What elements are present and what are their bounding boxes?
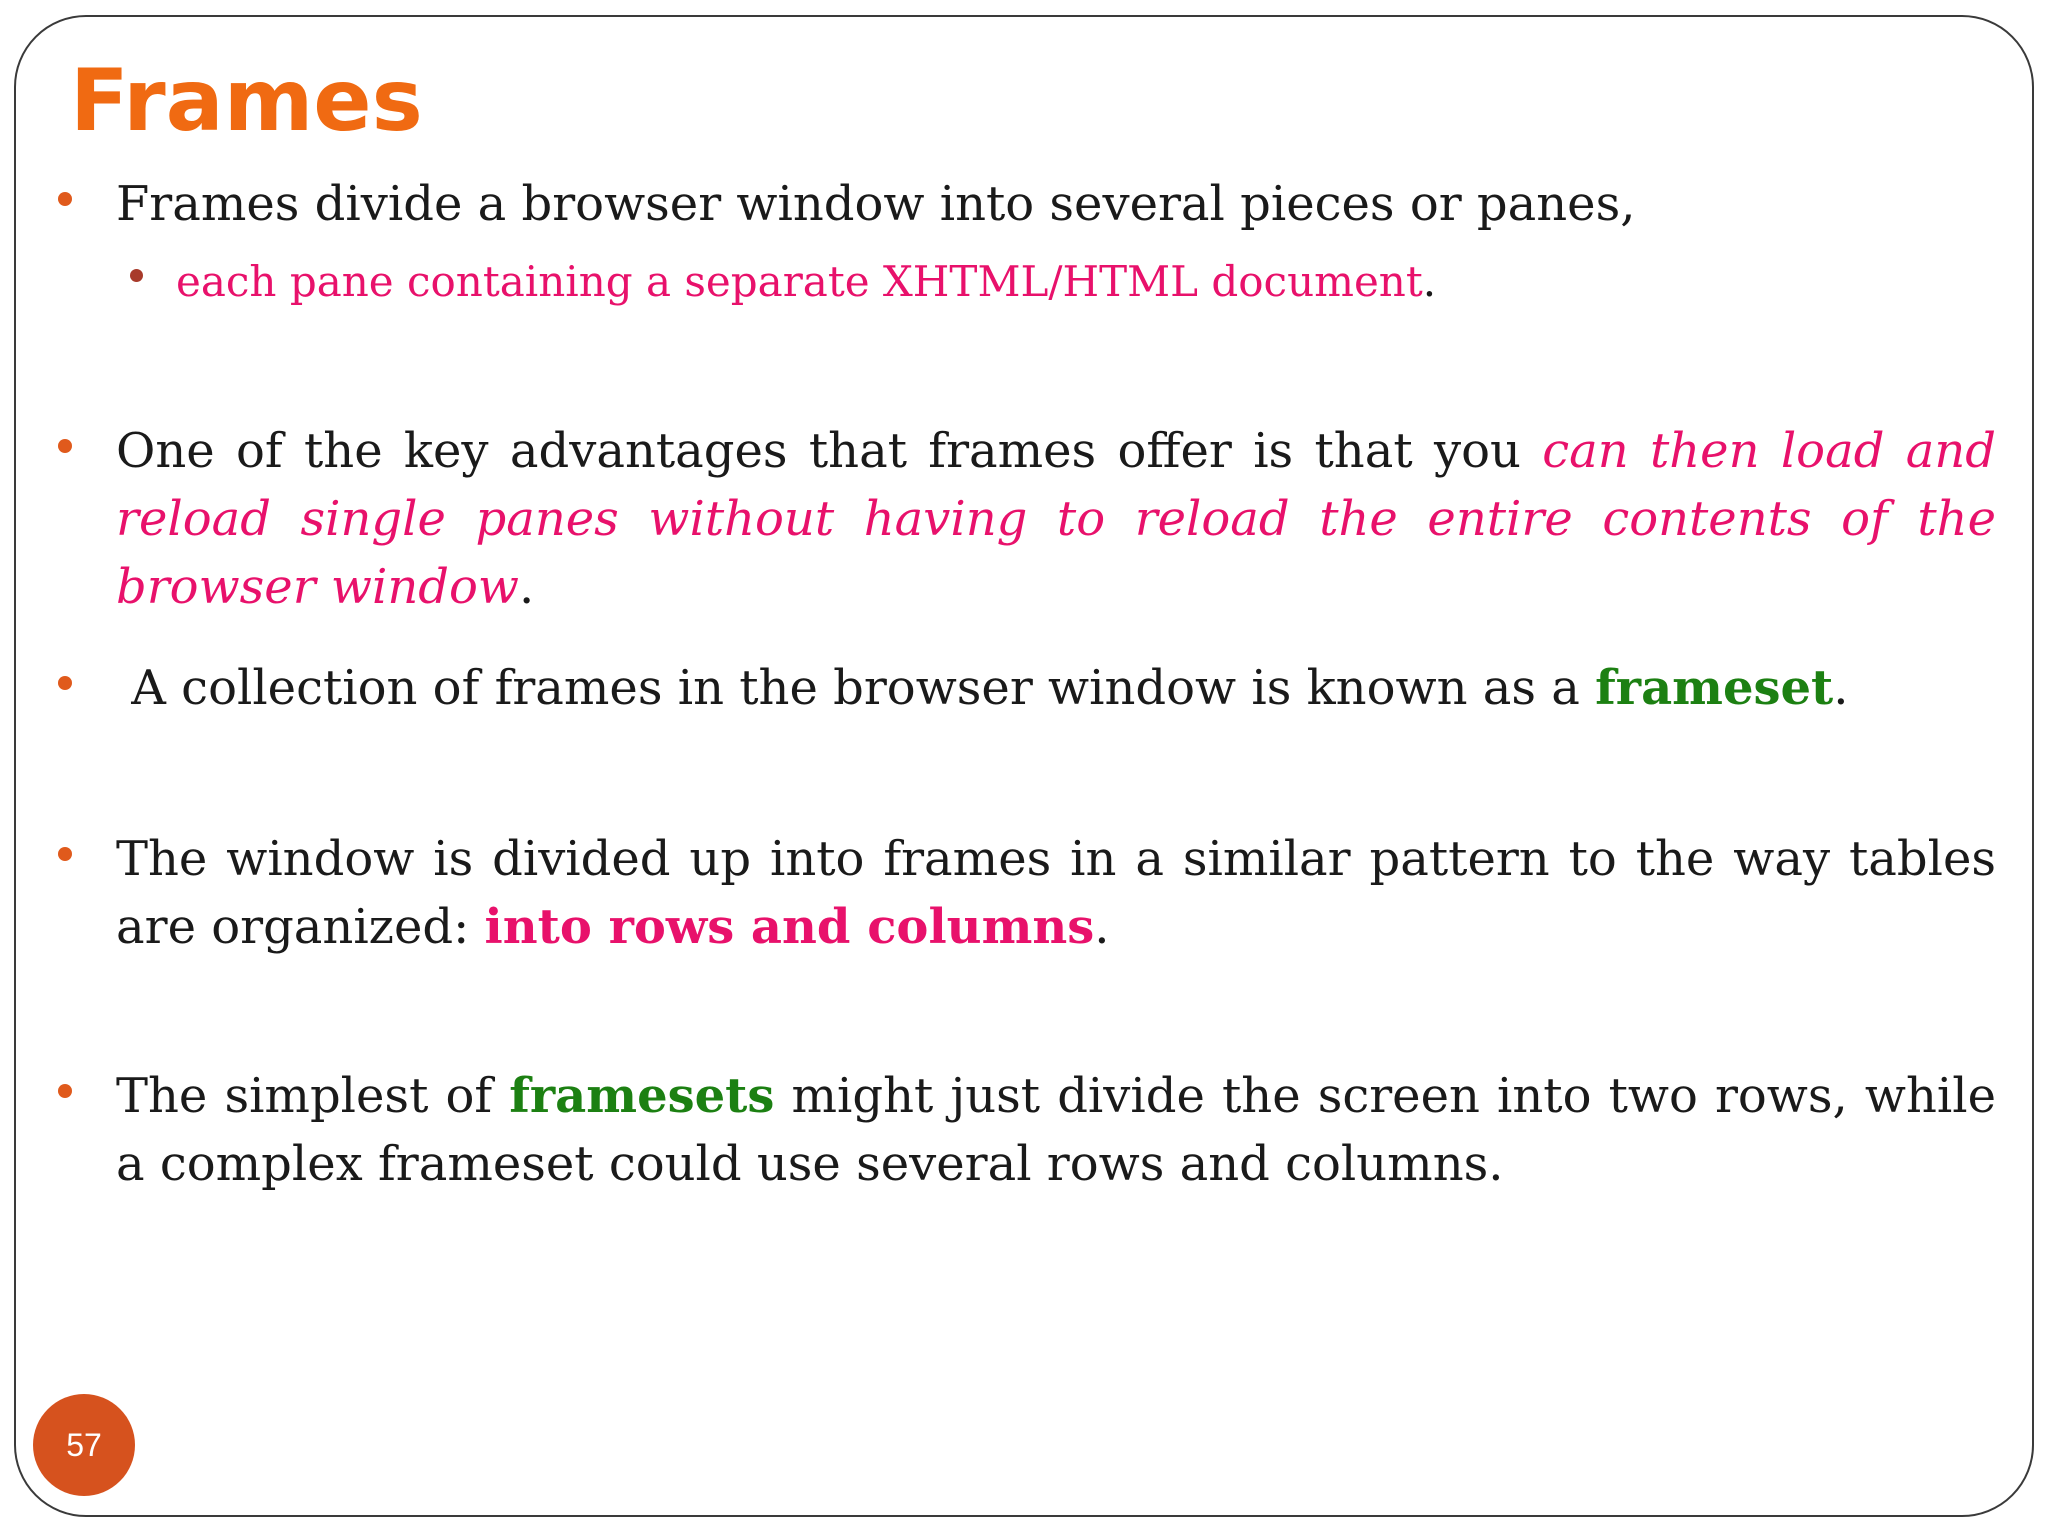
sub-bullet-1 <box>176 252 1996 312</box>
bullet-5-post: might just divide the screen into two rows, while a complex frameset could use several rows and columns. <box>116 1068 1996 1192</box>
bullet-3-highlight: frameset <box>1595 660 1834 716</box>
bullet-dot <box>58 847 72 861</box>
page-number-badge: 57 <box>33 1394 135 1496</box>
bullet-4-pre: The window is divided up into frames in a similar pattern to the way tables are organized: <box>116 831 1996 955</box>
bullet-dot <box>58 439 72 453</box>
bullet-dot <box>58 676 72 690</box>
slide-title: Frames <box>70 51 423 151</box>
bullet-dot <box>58 1084 72 1098</box>
bullet-2-pre: One of the key advantages that frames offer is that you <box>116 423 1543 479</box>
bullet-2 <box>116 417 1996 621</box>
sub-bullet-1-end: . <box>1422 257 1437 306</box>
bullet-5-highlight: framesets <box>509 1068 775 1124</box>
bullet-4 <box>116 825 1996 961</box>
bullet-4-highlight: into rows and columns <box>484 899 1095 955</box>
bullet-1 <box>116 170 1996 238</box>
bullet-3-pre: A collection of frames in the browser window is known as a <box>116 660 1596 716</box>
bullet-4-end: . <box>1094 899 1110 955</box>
sub-bullet-1-highlight: each pane containing a separate XHTML/HTML document <box>176 257 1423 306</box>
bullet-1-text: Frames divide a browser window into several pieces or panes, <box>116 176 1636 232</box>
bullet-3 <box>116 654 1996 722</box>
bullet-5-pre: The simplest of <box>116 1068 510 1124</box>
bullet-5 <box>116 1062 1996 1198</box>
bullet-dot <box>58 192 72 206</box>
bullet-2-end: . <box>518 559 535 615</box>
sub-bullet-dot <box>130 269 143 282</box>
bullet-3-end: . <box>1833 660 1849 716</box>
bullet-2-highlight: can then load and reload single panes without having to reload the entire contents of the browser window <box>116 423 1997 615</box>
